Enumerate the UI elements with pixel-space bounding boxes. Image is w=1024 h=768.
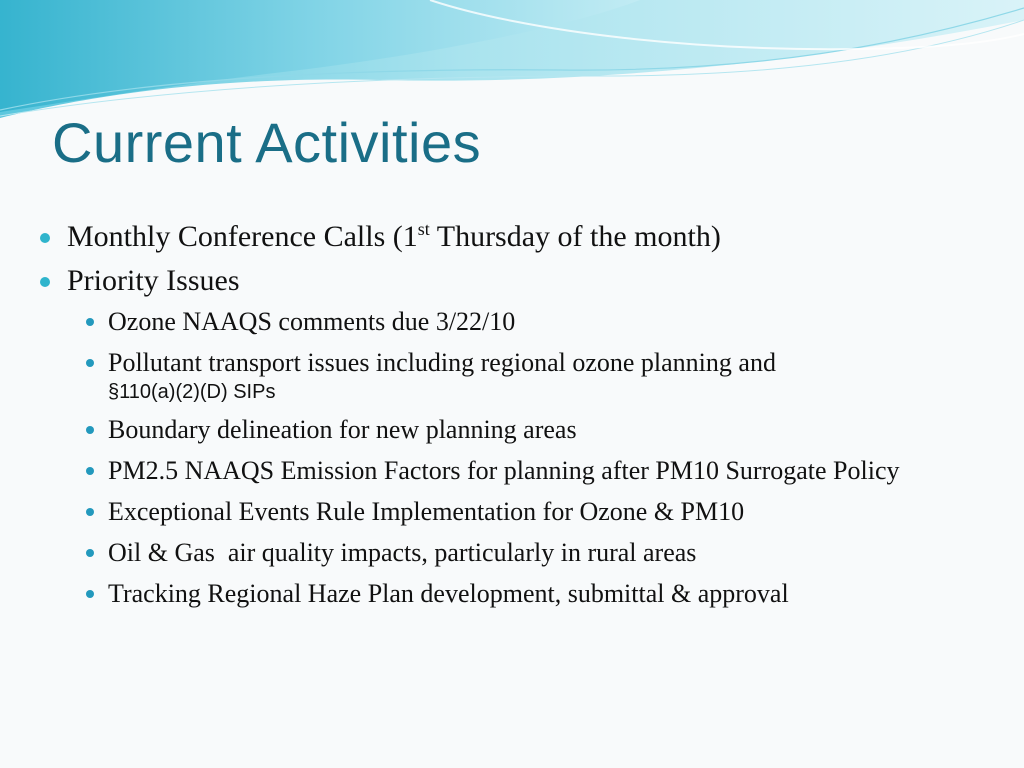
bullet-icon [86, 359, 94, 367]
bullet-icon [86, 549, 94, 557]
sub-item-text: Ozone NAAQS comments due 3/22/10 [108, 307, 516, 336]
sub-item-pm25 [40, 455, 1000, 487]
superscript: st [417, 219, 430, 239]
sub-item-text: PM2.5 NAAQS Emission Factors for planning after PM10 Surrogate Policy [108, 456, 900, 485]
bullet-icon [86, 426, 94, 434]
bullet-icon [40, 277, 50, 287]
sub-item-oil-gas [40, 537, 1000, 569]
list-item-monthly-calls [40, 218, 1000, 256]
sub-item-text: Boundary delineation for new planning areas [108, 415, 577, 444]
sub-item-regional-haze [40, 578, 1000, 610]
sub-item-boundary [40, 414, 1000, 446]
sub-item-text: Tracking Regional Haze Plan development, submittal & approval [108, 579, 789, 608]
bullet-icon [86, 318, 94, 326]
bullet-icon [86, 467, 94, 475]
sub-item-pollutant-transport [40, 347, 1000, 405]
bullet-list [40, 218, 1000, 300]
bullet-icon [86, 590, 94, 598]
sub-item-text: Exceptional Events Rule Implementation for Ozone & PM10 [108, 497, 745, 526]
page-title: Current Activities [52, 111, 482, 174]
sub-item-ozone-comments [40, 306, 1000, 338]
list-item-priority-issues [40, 262, 1000, 300]
sub-item-text-line2: §110(a)(2)(D) SIPs [108, 381, 276, 403]
bullet-icon [86, 508, 94, 516]
list-item-text: Monthly Conference Calls (1st Thursday of the month) [67, 219, 721, 253]
bullet-list-container [40, 218, 1000, 619]
sub-item-text: Oil & Gas air quality impacts, particularly in rural areas [108, 538, 697, 567]
sub-bullet-list [40, 306, 1000, 610]
sub-item-text: Pollutant transport issues including regional ozone planning and [108, 348, 776, 377]
sub-item-exceptional-events [40, 496, 1000, 528]
bullet-icon [40, 233, 50, 243]
list-item-text: Priority Issues [67, 264, 240, 297]
